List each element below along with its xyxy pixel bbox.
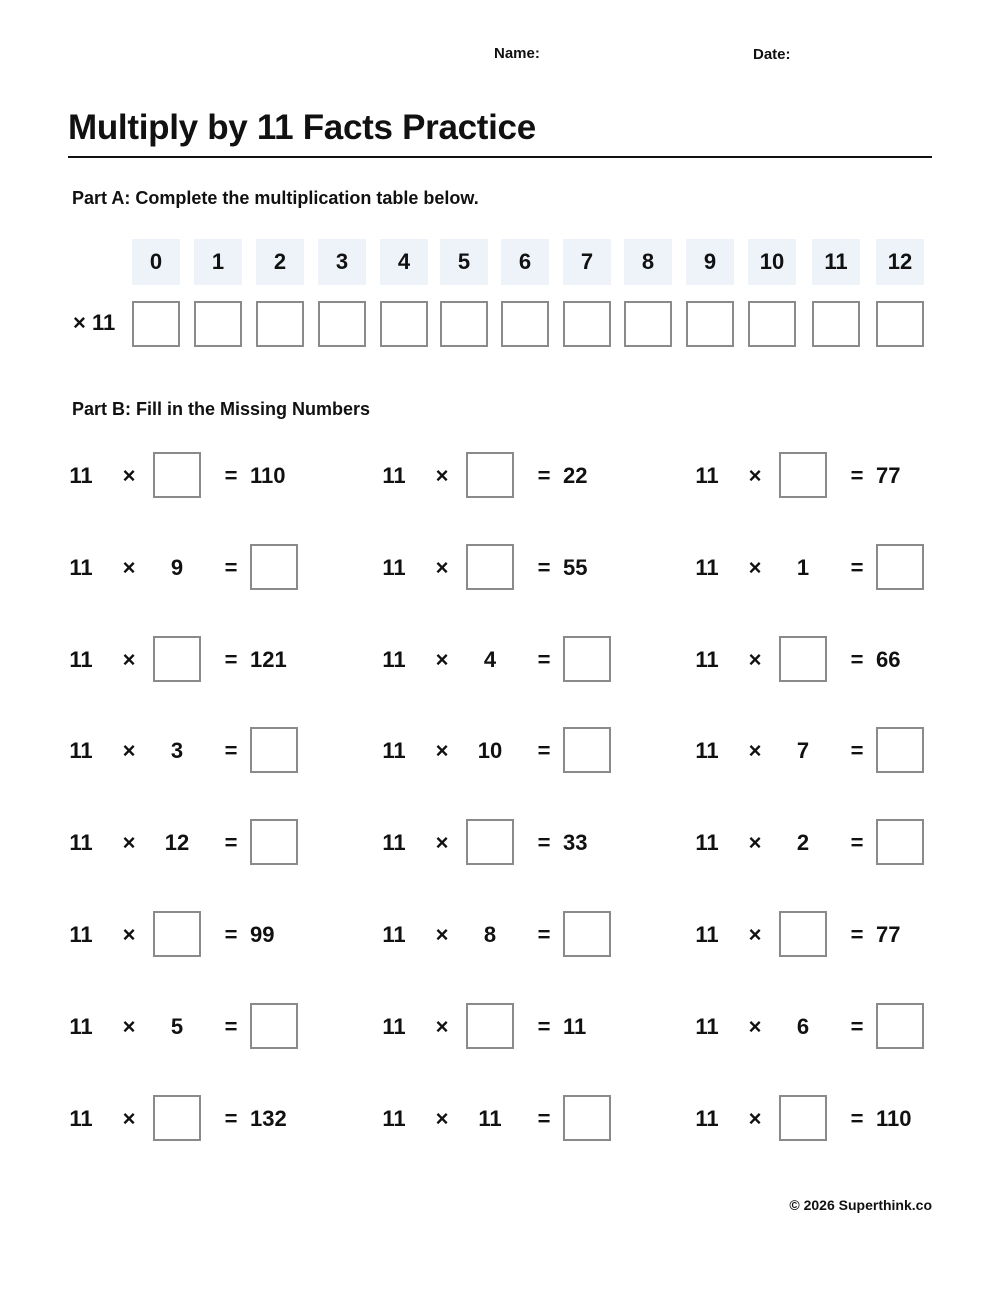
- part-b-title: Part B: Fill in the Missing Numbers: [72, 399, 371, 419]
- problem: [696, 817, 976, 869]
- equals-symbol: =: [850, 830, 864, 855]
- problem: [70, 450, 350, 502]
- answer-box[interactable]: [466, 544, 514, 590]
- times-symbol: ×: [435, 1014, 449, 1039]
- problem-factor: 11: [382, 830, 406, 855]
- problem-factor: 11: [69, 463, 93, 488]
- times-symbol: ×: [748, 1106, 762, 1131]
- table-header-cell: 3: [318, 239, 366, 285]
- problem-factor: 2: [796, 830, 810, 855]
- table-answer-box[interactable]: [380, 301, 428, 347]
- problem-factor: 11: [695, 830, 719, 855]
- problem-factor: 5: [170, 1014, 184, 1039]
- problem-factor: 11: [695, 647, 719, 672]
- problem-factor: 11: [69, 555, 93, 580]
- table-header-cell: 4: [380, 239, 428, 285]
- copyright-footer: © 2026 Superthink.co: [789, 1197, 932, 1213]
- problem-factor: 7: [796, 738, 810, 763]
- table-header-cell: 10: [748, 239, 796, 285]
- problem: [70, 542, 350, 594]
- problem: [383, 542, 663, 594]
- answer-box[interactable]: [153, 1095, 201, 1141]
- problem: [70, 725, 350, 777]
- equals-symbol: =: [850, 463, 864, 488]
- problem: [383, 450, 663, 502]
- answer-box[interactable]: [153, 636, 201, 682]
- problem-product: 77: [876, 463, 901, 488]
- problem: [70, 817, 350, 869]
- times-symbol: ×: [435, 647, 449, 672]
- table-header-cell: 6: [501, 239, 549, 285]
- problem: [383, 817, 663, 869]
- problem-factor: 10: [477, 738, 503, 763]
- table-answer-box[interactable]: [194, 301, 242, 347]
- problem-factor: 11: [382, 555, 406, 580]
- date-label: Date:: [753, 46, 791, 63]
- problem: [696, 542, 976, 594]
- problem: [383, 725, 663, 777]
- times-symbol: ×: [748, 647, 762, 672]
- problem: [696, 634, 976, 686]
- part-a-title: Part A: Complete the multiplication table below.: [72, 188, 479, 208]
- table-header-cell: 2: [256, 239, 304, 285]
- answer-box[interactable]: [563, 727, 611, 773]
- answer-box[interactable]: [876, 819, 924, 865]
- times-symbol: ×: [748, 555, 762, 580]
- problem-factor: 11: [695, 1014, 719, 1039]
- table-answer-box[interactable]: [876, 301, 924, 347]
- problem-factor: 6: [796, 1014, 810, 1039]
- equals-symbol: =: [224, 922, 238, 947]
- problem-factor: 11: [382, 1014, 406, 1039]
- problem-product: 121: [250, 647, 287, 672]
- problem-factor: 11: [69, 738, 93, 763]
- equals-symbol: =: [850, 1106, 864, 1131]
- problem: [70, 909, 350, 961]
- times-symbol: ×: [122, 738, 136, 763]
- equals-symbol: =: [850, 647, 864, 672]
- problem-product: 55: [563, 555, 588, 580]
- problem-factor: 11: [382, 922, 406, 947]
- answer-box[interactable]: [779, 636, 827, 682]
- answer-box[interactable]: [250, 544, 298, 590]
- equals-symbol: =: [537, 1014, 551, 1039]
- name-label: Name:: [494, 45, 540, 62]
- problem-factor: 11: [695, 555, 719, 580]
- table-header-cell: 0: [132, 239, 180, 285]
- equals-symbol: =: [224, 738, 238, 763]
- table-answer-box[interactable]: [256, 301, 304, 347]
- answer-box[interactable]: [250, 819, 298, 865]
- times-symbol: ×: [435, 1106, 449, 1131]
- times-symbol: ×: [122, 463, 136, 488]
- answer-box[interactable]: [563, 911, 611, 957]
- problem: [70, 1093, 350, 1145]
- table-header-cell: 9: [686, 239, 734, 285]
- problem-factor: 11: [69, 1014, 93, 1039]
- answer-box[interactable]: [466, 819, 514, 865]
- problem: [383, 1093, 663, 1145]
- problem-product: 132: [250, 1106, 287, 1131]
- page-title: Multiply by 11 Facts Practice: [68, 108, 536, 147]
- answer-box[interactable]: [779, 452, 827, 498]
- equals-symbol: =: [224, 463, 238, 488]
- table-answer-box[interactable]: [686, 301, 734, 347]
- times-symbol: ×: [122, 1106, 136, 1131]
- answer-box[interactable]: [466, 1003, 514, 1049]
- problem: [383, 1001, 663, 1053]
- problem-factor: 11: [382, 1106, 406, 1131]
- problem-factor: 11: [69, 1106, 93, 1131]
- problem-factor: 11: [695, 463, 719, 488]
- problem-product: 33: [563, 830, 588, 855]
- problem-factor: 11: [382, 463, 406, 488]
- problem-factor: 11: [695, 738, 719, 763]
- table-answer-box[interactable]: [563, 301, 611, 347]
- problem-factor: 11: [382, 738, 406, 763]
- problem: [383, 634, 663, 686]
- table-header-cell: 12: [876, 239, 924, 285]
- problem-factor: 11: [69, 830, 93, 855]
- problem: [696, 909, 976, 961]
- equals-symbol: =: [224, 555, 238, 580]
- times-symbol: ×: [435, 463, 449, 488]
- times-symbol: ×: [435, 830, 449, 855]
- title-divider: [68, 156, 932, 158]
- equals-symbol: =: [850, 922, 864, 947]
- answer-box[interactable]: [563, 1095, 611, 1141]
- equals-symbol: =: [537, 738, 551, 763]
- table-header-cell: 11: [812, 239, 860, 285]
- table-answer-box[interactable]: [501, 301, 549, 347]
- table-answer-box[interactable]: [132, 301, 180, 347]
- answer-box[interactable]: [779, 1095, 827, 1141]
- problem-factor: 12: [164, 830, 190, 855]
- equals-symbol: =: [537, 647, 551, 672]
- problem: [696, 1001, 976, 1053]
- equals-symbol: =: [224, 830, 238, 855]
- times-symbol: ×: [748, 830, 762, 855]
- problem-factor: 11: [478, 1106, 502, 1131]
- answer-box[interactable]: [250, 1003, 298, 1049]
- times-symbol: ×: [748, 463, 762, 488]
- problem: [696, 725, 976, 777]
- problem-product: 22: [563, 463, 588, 488]
- problem-factor: 11: [69, 922, 93, 947]
- answer-box[interactable]: [876, 544, 924, 590]
- part-a-row-label: × 11: [73, 310, 116, 335]
- times-symbol: ×: [748, 1014, 762, 1039]
- answer-box[interactable]: [876, 1003, 924, 1049]
- problem-factor: 4: [483, 647, 497, 672]
- times-symbol: ×: [122, 922, 136, 947]
- problem-product: 77: [876, 922, 901, 947]
- equals-symbol: =: [850, 738, 864, 763]
- answer-box[interactable]: [876, 727, 924, 773]
- answer-box[interactable]: [466, 452, 514, 498]
- problem-product: 110: [250, 463, 286, 488]
- answer-box[interactable]: [153, 452, 201, 498]
- table-header-cell: 5: [440, 239, 488, 285]
- table-header-cell: 1: [194, 239, 242, 285]
- equals-symbol: =: [850, 1014, 864, 1039]
- problem: [70, 1001, 350, 1053]
- times-symbol: ×: [122, 1014, 136, 1039]
- table-answer-box[interactable]: [748, 301, 796, 347]
- problem: [696, 1093, 976, 1145]
- problem-product: 110: [876, 1106, 912, 1131]
- problem-product: 99: [250, 922, 275, 947]
- equals-symbol: =: [537, 1106, 551, 1131]
- table-header-cell: 8: [624, 239, 672, 285]
- equals-symbol: =: [537, 555, 551, 580]
- times-symbol: ×: [435, 555, 449, 580]
- problem-factor: 11: [695, 922, 719, 947]
- problem-factor: 9: [170, 555, 184, 580]
- problem-factor: 11: [69, 647, 93, 672]
- equals-symbol: =: [224, 1106, 238, 1131]
- problem-product: 11: [563, 1014, 587, 1039]
- answer-box[interactable]: [250, 727, 298, 773]
- answer-box[interactable]: [779, 911, 827, 957]
- times-symbol: ×: [435, 738, 449, 763]
- times-symbol: ×: [122, 830, 136, 855]
- problem-factor: 3: [170, 738, 184, 763]
- problem-product: 66: [876, 647, 901, 672]
- problem-factor: 8: [483, 922, 497, 947]
- problem: [70, 634, 350, 686]
- equals-symbol: =: [537, 463, 551, 488]
- problem: [696, 450, 976, 502]
- equals-symbol: =: [850, 555, 864, 580]
- table-answer-box[interactable]: [624, 301, 672, 347]
- times-symbol: ×: [748, 922, 762, 947]
- equals-symbol: =: [224, 647, 238, 672]
- problem-factor: 1: [796, 555, 810, 580]
- equals-symbol: =: [537, 830, 551, 855]
- equals-symbol: =: [224, 1014, 238, 1039]
- equals-symbol: =: [537, 922, 551, 947]
- table-answer-box[interactable]: [318, 301, 366, 347]
- times-symbol: ×: [122, 647, 136, 672]
- answer-box[interactable]: [563, 636, 611, 682]
- problem: [383, 909, 663, 961]
- problem-factor: 11: [695, 1106, 719, 1131]
- table-answer-box[interactable]: [812, 301, 860, 347]
- answer-box[interactable]: [153, 911, 201, 957]
- times-symbol: ×: [435, 922, 449, 947]
- times-symbol: ×: [122, 555, 136, 580]
- table-header-cell: 7: [563, 239, 611, 285]
- table-answer-box[interactable]: [440, 301, 488, 347]
- problem-factor: 11: [382, 647, 406, 672]
- times-symbol: ×: [748, 738, 762, 763]
